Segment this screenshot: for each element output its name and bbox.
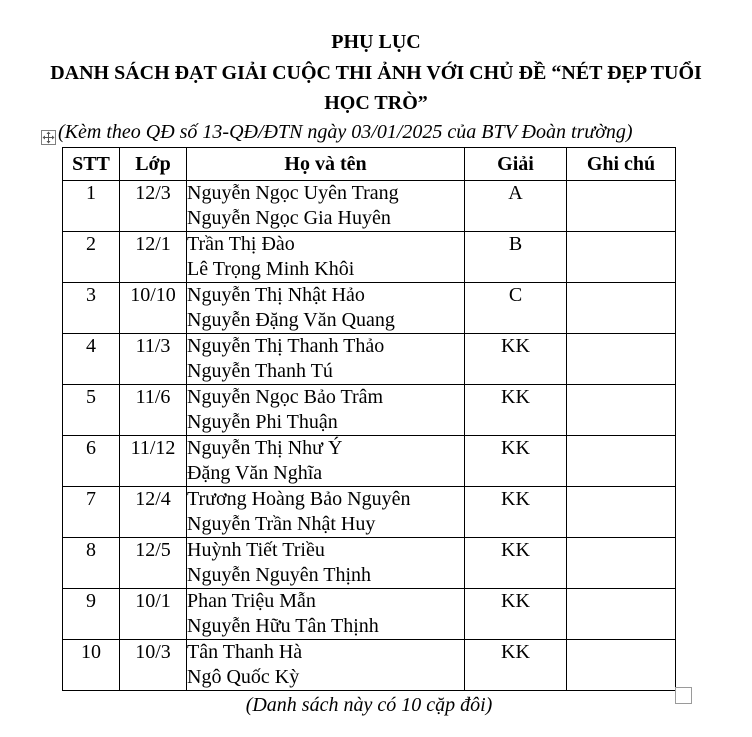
table-row (63, 181, 676, 232)
cell-full-name (187, 385, 465, 436)
member-name: Nguyễn Ngọc Uyên Trang (187, 182, 399, 204)
cell-class: 11/12 (120, 436, 187, 487)
member-name: Ngô Quốc Kỳ (187, 666, 300, 688)
cell-full-name (187, 436, 465, 487)
cell-note (567, 436, 676, 487)
appendix-title: PHỤ LỤC (331, 31, 421, 53)
header-class: Lớp (120, 148, 187, 181)
cell-full-name (187, 487, 465, 538)
table-move-handle-icon[interactable] (41, 130, 56, 145)
member-name: Phan Triệu Mẫn (187, 590, 316, 612)
cell-class: 12/5 (120, 538, 187, 589)
cell-stt: 9 (63, 589, 120, 640)
cell-prize: KK (465, 334, 567, 385)
list-title-line2: HỌC TRÒ” (324, 92, 428, 114)
table-row (63, 436, 676, 487)
cell-note (567, 283, 676, 334)
cell-stt: 1 (63, 181, 120, 232)
cell-note (567, 181, 676, 232)
list-title-line1: DANH SÁCH ĐẠT GIẢI CUỘC THI ẢNH VỚI CHỦ ĐỀ “NÉT ĐẸP TUỔI (50, 62, 702, 84)
member-name: Trần Thị Đào (187, 233, 295, 255)
member-name: Nguyễn Thanh Tú (187, 360, 333, 382)
table-row (63, 640, 676, 691)
header-prize: Giải (465, 148, 567, 181)
cell-stt: 10 (63, 640, 120, 691)
cell-full-name (187, 181, 465, 232)
cell-note (567, 385, 676, 436)
cell-class: 10/1 (120, 589, 187, 640)
table-row (63, 538, 676, 589)
decision-reference: (Kèm theo QĐ số 13-QĐ/ĐTN ngày 03/01/2025 của BTV Đoàn trường) (58, 121, 633, 143)
table-header-row (63, 148, 676, 181)
table-row (63, 385, 676, 436)
member-name: Nguyễn Nguyên Thịnh (187, 564, 372, 586)
cell-prize: KK (465, 589, 567, 640)
cell-full-name (187, 232, 465, 283)
cell-note (567, 538, 676, 589)
header-note: Ghi chú (567, 148, 676, 181)
table-row (63, 232, 676, 283)
pairs-count-note: (Danh sách này có 10 cặp đôi) (245, 694, 493, 716)
cell-full-name (187, 640, 465, 691)
cell-stt: 5 (63, 385, 120, 436)
member-name: Nguyễn Ngọc Gia Huyên (187, 207, 391, 229)
cell-stt: 2 (63, 232, 120, 283)
prize-table (62, 147, 676, 691)
member-name: Nguyễn Trần Nhật Huy (187, 513, 376, 535)
cell-stt: 3 (63, 283, 120, 334)
member-name: Nguyễn Thị Nhật Hảo (187, 284, 365, 306)
member-name: Đặng Văn Nghĩa (187, 462, 323, 484)
cell-prize: KK (465, 487, 567, 538)
cell-class: 12/1 (120, 232, 187, 283)
table-row (63, 334, 676, 385)
cell-prize: KK (465, 640, 567, 691)
member-name: Lê Trọng Minh Khôi (187, 258, 355, 280)
member-name: Nguyễn Phi Thuận (187, 411, 338, 433)
cell-prize: KK (465, 436, 567, 487)
cell-note (567, 589, 676, 640)
member-name: Tân Thanh Hà (187, 641, 303, 663)
header-stt: STT (63, 148, 120, 181)
cell-prize: KK (465, 538, 567, 589)
table-row (63, 487, 676, 538)
member-name: Nguyễn Thị Như Ý (187, 437, 343, 459)
cell-prize: KK (465, 385, 567, 436)
member-name: Nguyễn Hữu Tân Thịnh (187, 615, 379, 637)
cell-full-name (187, 283, 465, 334)
cell-prize: B (465, 232, 567, 283)
member-name: Trương Hoàng Bảo Nguyên (187, 488, 411, 510)
cell-note (567, 334, 676, 385)
cell-note (567, 640, 676, 691)
cell-prize: C (465, 283, 567, 334)
cell-class: 10/3 (120, 640, 187, 691)
member-name: Huỳnh Tiết Triều (187, 539, 325, 561)
cell-full-name (187, 334, 465, 385)
cell-note (567, 487, 676, 538)
member-name: Nguyễn Thị Thanh Thảo (187, 335, 385, 357)
cell-stt: 6 (63, 436, 120, 487)
cell-note (567, 232, 676, 283)
cell-stt: 8 (63, 538, 120, 589)
cell-class: 12/4 (120, 487, 187, 538)
cell-prize: A (465, 181, 567, 232)
cell-class: 11/3 (120, 334, 187, 385)
cell-full-name (187, 589, 465, 640)
member-name: Nguyễn Ngọc Bảo Trâm (187, 386, 384, 408)
member-name: Nguyễn Đặng Văn Quang (187, 309, 395, 331)
cell-class: 10/10 (120, 283, 187, 334)
cell-stt: 4 (63, 334, 120, 385)
header-full-name: Họ và tên (187, 148, 465, 181)
cell-class: 11/6 (120, 385, 187, 436)
cell-full-name (187, 538, 465, 589)
table-row (63, 589, 676, 640)
table-row (63, 283, 676, 334)
cell-stt: 7 (63, 487, 120, 538)
cell-class: 12/3 (120, 181, 187, 232)
